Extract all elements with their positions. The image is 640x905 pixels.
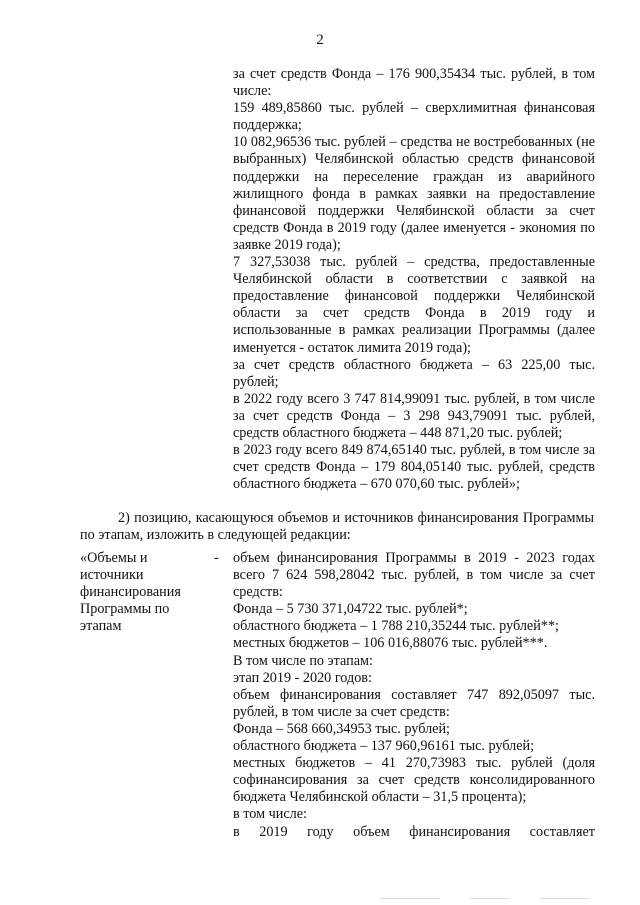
stage-2019-2020-heading: этап 2019 - 2020 годов: (233, 669, 372, 686)
including-line: в том числе: (233, 806, 307, 823)
regional-budget-paragraph: за счет средств областного бюджета – 63 225,00 тыс. рублей; (233, 356, 595, 390)
stages-heading: В том числе по этапам: (233, 652, 373, 669)
year-2023-paragraph: в 2023 году всего 849 874,65140 тыс. рублей, в том числе за счет средств Фонда – 179 804,05140 тыс. рублей, средств областного бюджета – 670 070,60 тыс. рублей»; (233, 442, 595, 493)
label-line: этапам (80, 618, 122, 635)
label-line: финансирования (80, 584, 181, 601)
scan-artifact (540, 898, 590, 899)
position-label (80, 550, 210, 635)
position-text-block (233, 550, 595, 841)
regional-budget-line: областного бюджета – 1 788 210,35244 тыс. рублей**; (233, 618, 559, 635)
amendment-intro: 2) позицию, касающуюся объемов и источников финансирования Программы по этапам, изложить в следующей редакции: (80, 510, 594, 544)
scan-artifact (470, 898, 510, 899)
local-budgets-line: местных бюджетов – 106 016,88076 тыс. рублей***. (233, 635, 548, 652)
year-2019-volume-line: в 2019 году объем финансирования составляет (233, 823, 595, 840)
year-2022-paragraph: в 2022 году всего 3 747 814,99091 тыс. рублей, в том числе за счет средств Фонда – 3 298 943,79091 тыс. рублей, средств областного бюджета – 448 871,20 тыс. рублей; (233, 390, 595, 441)
stage-local-budgets-paragraph: местных бюджетов – 41 270,73983 тыс. рублей (доля софинансирования за счет средств консолидированного бюджета Челябинской области – 31,5 процента); (233, 755, 595, 806)
stage-volume-paragraph: объем финансирования составляет 747 892,05097 тыс. рублей, в том числе за счет средств: (233, 686, 595, 720)
fund-total-paragraph: за счет средств Фонда – 176 900,35434 тыс. рублей, в том числе: (233, 66, 595, 100)
over-limit-support-paragraph: 159 489,85860 тыс. рублей – сверхлимитная финансовая поддержка; (233, 100, 595, 134)
page-number: 2 (316, 32, 324, 48)
label-line: источники (80, 567, 144, 584)
label-line: «Объемы и (80, 550, 148, 566)
label-line: Программы по (80, 601, 170, 618)
financing-details-block (233, 66, 595, 493)
fund-line: Фонда – 5 730 371,04722 тыс. рублей*; (233, 601, 468, 618)
stage-fund-line: Фонда – 568 660,34953 тыс. рублей; (233, 720, 450, 737)
scan-artifact (380, 898, 440, 899)
limit-remainder-2019-paragraph: 7 327,53038 тыс. рублей – средства, предоставленные Челябинской области в соответствии с заявкой на предоставление финансовой поддержки Челябинской области за счет средств Фонда в 2019 году и использованные в рамках реализации Программы (далее именуется - остаток лимита 2019 года); (233, 254, 595, 356)
total-financing-paragraph: объем финансирования Программы в 2019 - 2023 годах всего 7 624 598,28042 тыс. рублей, в том числе за счет средств: (233, 550, 595, 601)
savings-2019-paragraph: 10 082,96536 тыс. рублей – средства не востребованных (не выбранных) Челябинской областью средств финансовой поддержки на переселение граждан из аварийного жилищного фонда в рамках заявки на предоставление финансовой поддержки Челябинской области за счет средств Фонда в 2019 году (далее именуется - экономия по заявке 2019 года); (233, 134, 595, 253)
stage-regional-budget-line: областного бюджета – 137 960,96161 тыс. рублей; (233, 738, 535, 755)
separator-dash: - (214, 550, 219, 566)
